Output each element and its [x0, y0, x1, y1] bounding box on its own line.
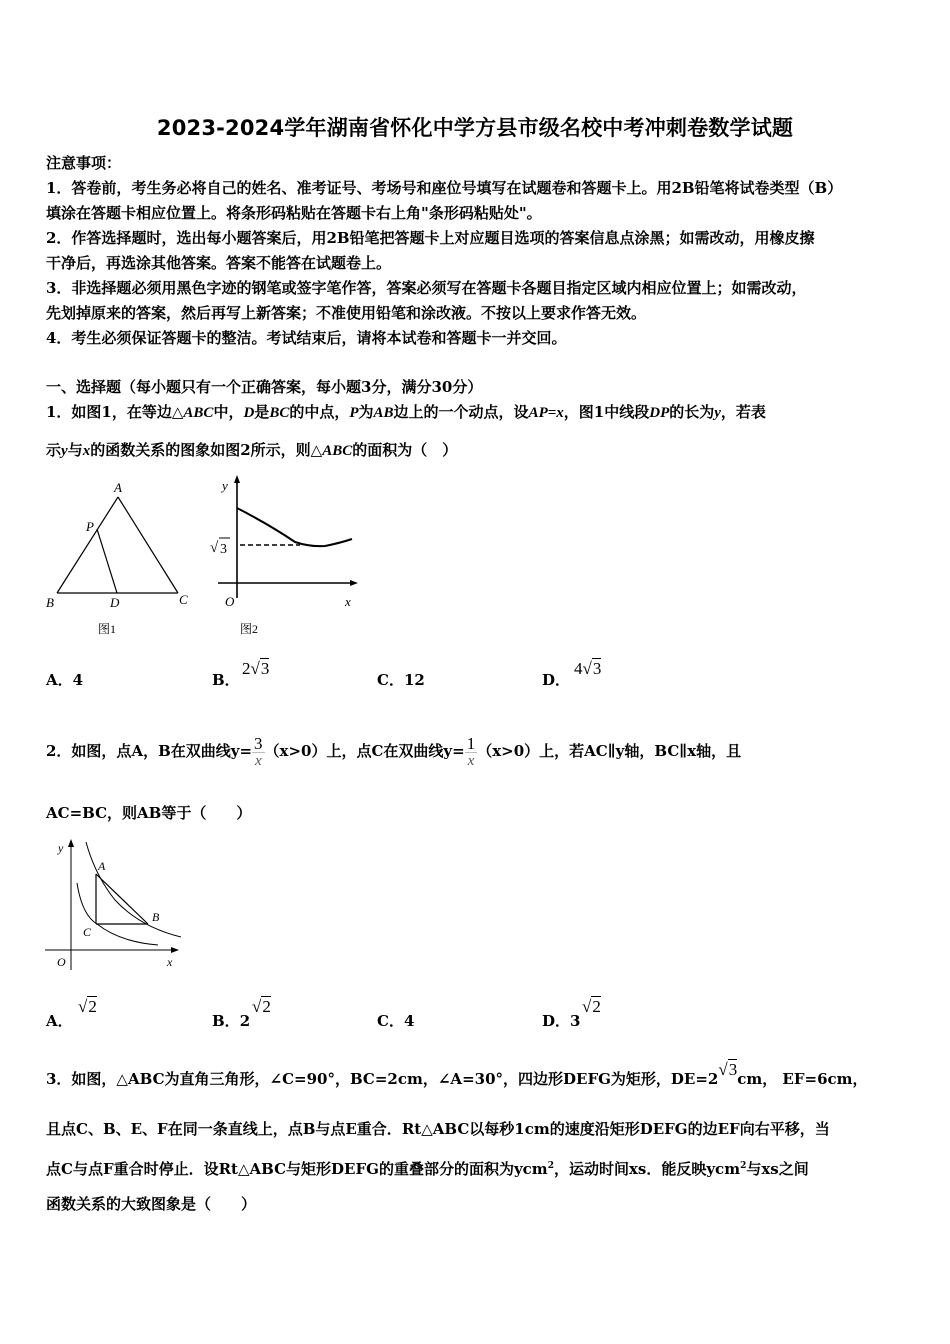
question-1-line-1 — [46, 402, 766, 423]
text: 的中点， — [289, 403, 350, 421]
origin-label: O — [57, 955, 66, 969]
option-label: D． — [542, 1012, 571, 1030]
text: ，若表 — [720, 403, 766, 421]
q2-option-b-value — [252, 997, 271, 1017]
radicand: 3 — [260, 659, 270, 678]
axis-label-x: x — [167, 955, 173, 969]
text: 与xs之间 — [746, 1160, 809, 1178]
sqrt-sign-icon: √ — [210, 540, 219, 556]
superscript: 2 — [547, 1161, 554, 1171]
notice-line: 填涂在答题卡相应位置上。将条形码粘贴在答题卡右上角"条形码粘贴处"。 — [46, 204, 542, 222]
min-value-label: 3 — [220, 542, 227, 557]
text: 1．如图1，在等边△ — [46, 403, 184, 421]
question-1-line-2 — [46, 440, 457, 461]
fraction-3-over-x — [252, 733, 265, 769]
q2-option-c[interactable] — [377, 1010, 414, 1031]
text: 3．如图，△ABC为直角三角形，∠C=90°，BC=2cm，∠A=30°，四边形DEFG为矩形，DE=2 — [46, 1070, 719, 1088]
radicand: 2 — [592, 997, 601, 1016]
question-3-line-2: 且点C、B、E、F在同一条直线上，点B与点E重合．Rt△ABC以每秒1cm的速度沿矩形DEFG的边EF向右平移，当 — [46, 1120, 830, 1138]
question-3-line-3 — [46, 1156, 809, 1179]
text: （x>0）上，点C在双曲线y= — [264, 742, 465, 760]
question-3-line-1 — [46, 1060, 868, 1089]
text: 为 — [358, 403, 374, 421]
notice-line: 干净后，再选涂其他答案。答案不能答在试题卷上。 — [46, 254, 392, 272]
sqrt-icon: √3 — [718, 1060, 738, 1079]
denominator: x — [254, 752, 262, 769]
label-P: P — [86, 519, 94, 534]
label-B: B — [46, 595, 54, 610]
label-C: C — [83, 925, 92, 939]
q1-option-c[interactable] — [377, 669, 425, 690]
text: cm， EF=6cm， — [737, 1070, 868, 1088]
sqrt-icon: √2 — [252, 997, 271, 1016]
text: ，图1中线段 — [563, 403, 650, 421]
option-label: A． — [46, 1012, 73, 1030]
q1-option-d-value — [574, 659, 601, 679]
option-value: 12 — [403, 671, 425, 689]
text: 的函数关系的图象如图2所示，则△ — [90, 441, 323, 459]
coefficient: 3 — [570, 1012, 581, 1030]
text: y — [61, 443, 68, 459]
option-label: B． — [212, 1012, 240, 1030]
label-C: C — [179, 592, 188, 607]
q2-option-a[interactable] — [46, 1010, 73, 1031]
denominator: x — [467, 752, 475, 769]
text: 2．如图，点A，B在双曲线y= — [46, 742, 253, 760]
figure-q2-hyperbola — [40, 835, 200, 975]
text: AP=x — [528, 405, 564, 421]
radicand: 3 — [592, 659, 602, 678]
origin-label: O — [225, 594, 235, 609]
text: 示 — [46, 441, 62, 459]
text: AB — [373, 405, 394, 421]
radicand: 3 — [728, 1060, 738, 1079]
text: ，运动时间xs．能反映ycm — [553, 1160, 741, 1178]
coefficient: 2 — [239, 1012, 251, 1030]
superscript: 2 — [740, 1161, 747, 1171]
q2-option-b[interactable] — [212, 1010, 250, 1031]
option-label: D． — [542, 671, 571, 689]
sqrt-icon: √2 — [582, 997, 601, 1016]
numerator: 3 — [254, 733, 263, 753]
q2-option-d[interactable] — [542, 1010, 580, 1031]
text: ABC — [183, 405, 214, 421]
option-label: A． — [46, 671, 73, 689]
figure-2-caption: 图2 — [240, 622, 259, 636]
figure-1-triangle — [40, 470, 200, 645]
q2-option-a-value — [78, 997, 97, 1017]
text: ABC — [322, 443, 353, 459]
q1-option-b[interactable] — [212, 669, 240, 690]
text: 的面积为（ ） — [352, 441, 458, 459]
notice-line: 2．作答选择题时，选出每小题答案后，用2B铅笔把答题卡上对应题目选项的答案信息点涂黑；如需改动，用橡皮擦 — [46, 229, 815, 247]
notice-heading: 注意事项： — [46, 154, 122, 172]
numerator: 1 — [466, 733, 476, 753]
text: 与 — [67, 441, 83, 459]
q1-option-d[interactable] — [542, 669, 570, 690]
q2-option-d-value — [582, 997, 601, 1017]
radicand: 2 — [88, 997, 97, 1016]
label-B: B — [152, 910, 160, 924]
question-2-line-1 — [46, 716, 741, 786]
option-value: 4 — [72, 671, 84, 689]
sqrt-icon: √3 — [582, 659, 602, 678]
notice-line: 3．非选择题必须用黑色字迹的钢笔或签字笔作答，答案必须写在答题卡各题目指定区域内相应位置上；如需改动， — [46, 279, 807, 297]
sqrt-icon: √2 — [78, 997, 97, 1016]
label-A: A — [114, 480, 122, 495]
page-title: 2023-2024学年湖南省怀化中学方县市级名校中考冲刺卷数学试题 — [156, 116, 794, 140]
notice-line: 先划掉原来的答案，然后再写上新答案；不准使用铅笔和涂改液。不按以上要求作答无效。 — [46, 304, 647, 322]
sqrt-icon: √3 — [250, 659, 270, 678]
notice-line: 4．考生必须保证答题卡的整洁。考试结束后，请将本试卷和答题卡一并交回。 — [46, 329, 567, 347]
text: x — [82, 443, 91, 459]
figure-2-graph — [200, 470, 370, 645]
option-value: 4 — [403, 1012, 415, 1030]
option-label: B． — [212, 671, 240, 689]
coefficient: 2 — [242, 659, 251, 678]
text: 的长为 — [669, 403, 715, 421]
notice-line: 1．答卷前，考生务必将自己的姓名、准考证号、考场号和座位号填写在试题卷和答题卡上。用2B铅笔将试卷类型（B） — [46, 179, 843, 197]
coefficient: 4 — [574, 659, 583, 678]
text: DP — [649, 405, 670, 421]
question-2-line-2: AC=BC，则AB等于（ ） — [46, 804, 252, 822]
text: D — [243, 405, 255, 421]
text: BC — [269, 405, 290, 421]
q1-option-b-value — [242, 659, 269, 679]
axis-label-y: y — [222, 478, 228, 493]
section-heading: 一、选择题（每小题只有一个正确答案，每小题3分，满分30分） — [46, 378, 483, 396]
text: 边上的一个动点，设 — [393, 403, 529, 421]
label-A: A — [98, 859, 106, 873]
q1-option-a[interactable] — [46, 669, 83, 690]
axis-label-y: y — [58, 841, 64, 855]
axis-label-x: x — [345, 594, 351, 609]
option-label: C． — [377, 671, 404, 689]
radicand: 2 — [262, 997, 271, 1016]
text: 是 — [254, 403, 270, 421]
fraction-1-over-x — [465, 733, 478, 769]
text: P — [349, 405, 359, 421]
figure-1-caption: 图1 — [98, 622, 117, 636]
option-label: C． — [377, 1012, 404, 1030]
text: 中， — [213, 403, 244, 421]
text: y — [714, 405, 721, 421]
question-3-line-4: 函数关系的大致图象是（ ） — [46, 1195, 257, 1213]
text: 点C与点F重合时停止．设Rt△ABC与矩形DEFG的重叠部分的面积为ycm — [46, 1160, 548, 1178]
label-D: D — [110, 595, 120, 610]
text: （x>0）上，若AC∥y轴，BC∥x轴，且 — [477, 742, 742, 760]
